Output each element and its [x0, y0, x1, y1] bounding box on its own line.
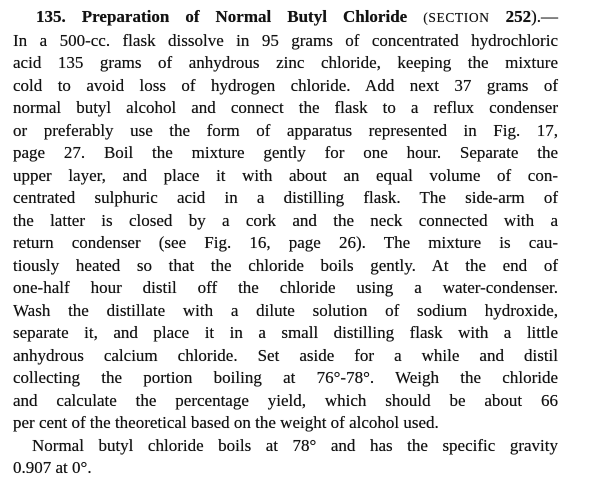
text-line: normal butyl alcohol and connect the flask to a reflux condenser [13, 98, 558, 117]
text-line: In a 500-cc. flask dissolve in 95 grams of concentrated hydrochloric [13, 30, 558, 50]
text-line: or preferably use the form of apparatus represented in Fig. 17, [13, 120, 558, 140]
paragraph-1 [13, 30, 558, 435]
section-heading [13, 6, 558, 30]
text-line: acid 135 grams of anhydrous zinc chloride, keeping the mixture [13, 53, 558, 72]
text-line: return condenser (see Fig. 16, page 26). The mixture is cau- [13, 233, 558, 252]
text-line: 0.907 at 0°. [13, 458, 92, 477]
text-line: Normal butyl chloride boils at 78° and has the specific gravity [32, 435, 558, 455]
text-line: one-half hour distil off the chloride using a water-condenser. [13, 278, 558, 297]
text-line: page 27. Boil the mixture gently for one hour. Separate the [13, 143, 558, 162]
text-line: tiously heated so that the chloride boils gently. At the end of [13, 255, 558, 275]
text-line: the latter is closed by a cork and the neck connected with a [13, 210, 558, 230]
text-line: collecting the portion boiling at 76°-78°. Weigh the chloride [13, 368, 558, 387]
text-line: cold to avoid loss of hydrogen chloride. Add next 37 grams of [13, 75, 558, 95]
text-line: separate it, and place it in a small distilling flask with a little [13, 323, 558, 342]
paragraph-2 [13, 435, 558, 480]
text-line: and calculate the percentage yield, which should be about 66 [13, 390, 558, 410]
text-line: upper layer, and place it with about an equal volume of con- [13, 165, 558, 185]
heading-number-title: 135. Preparation of Normal Butyl Chloride [36, 7, 408, 26]
text-line: Wash the distillate with a dilute solution of sodium hydroxide, [13, 300, 558, 320]
text-line: centrated sulphuric acid in a distilling flask. The side-arm of [13, 188, 558, 207]
section-ref-close: ).— [531, 7, 559, 26]
text-line: per cent of the theoretical based on the weight of alcohol used. [13, 413, 439, 432]
text-line: anhydrous calcium chloride. Set aside for a while and distil [13, 345, 558, 365]
section-ref-open: (SECTION [423, 10, 490, 25]
section-ref-number: 252 [505, 7, 532, 26]
